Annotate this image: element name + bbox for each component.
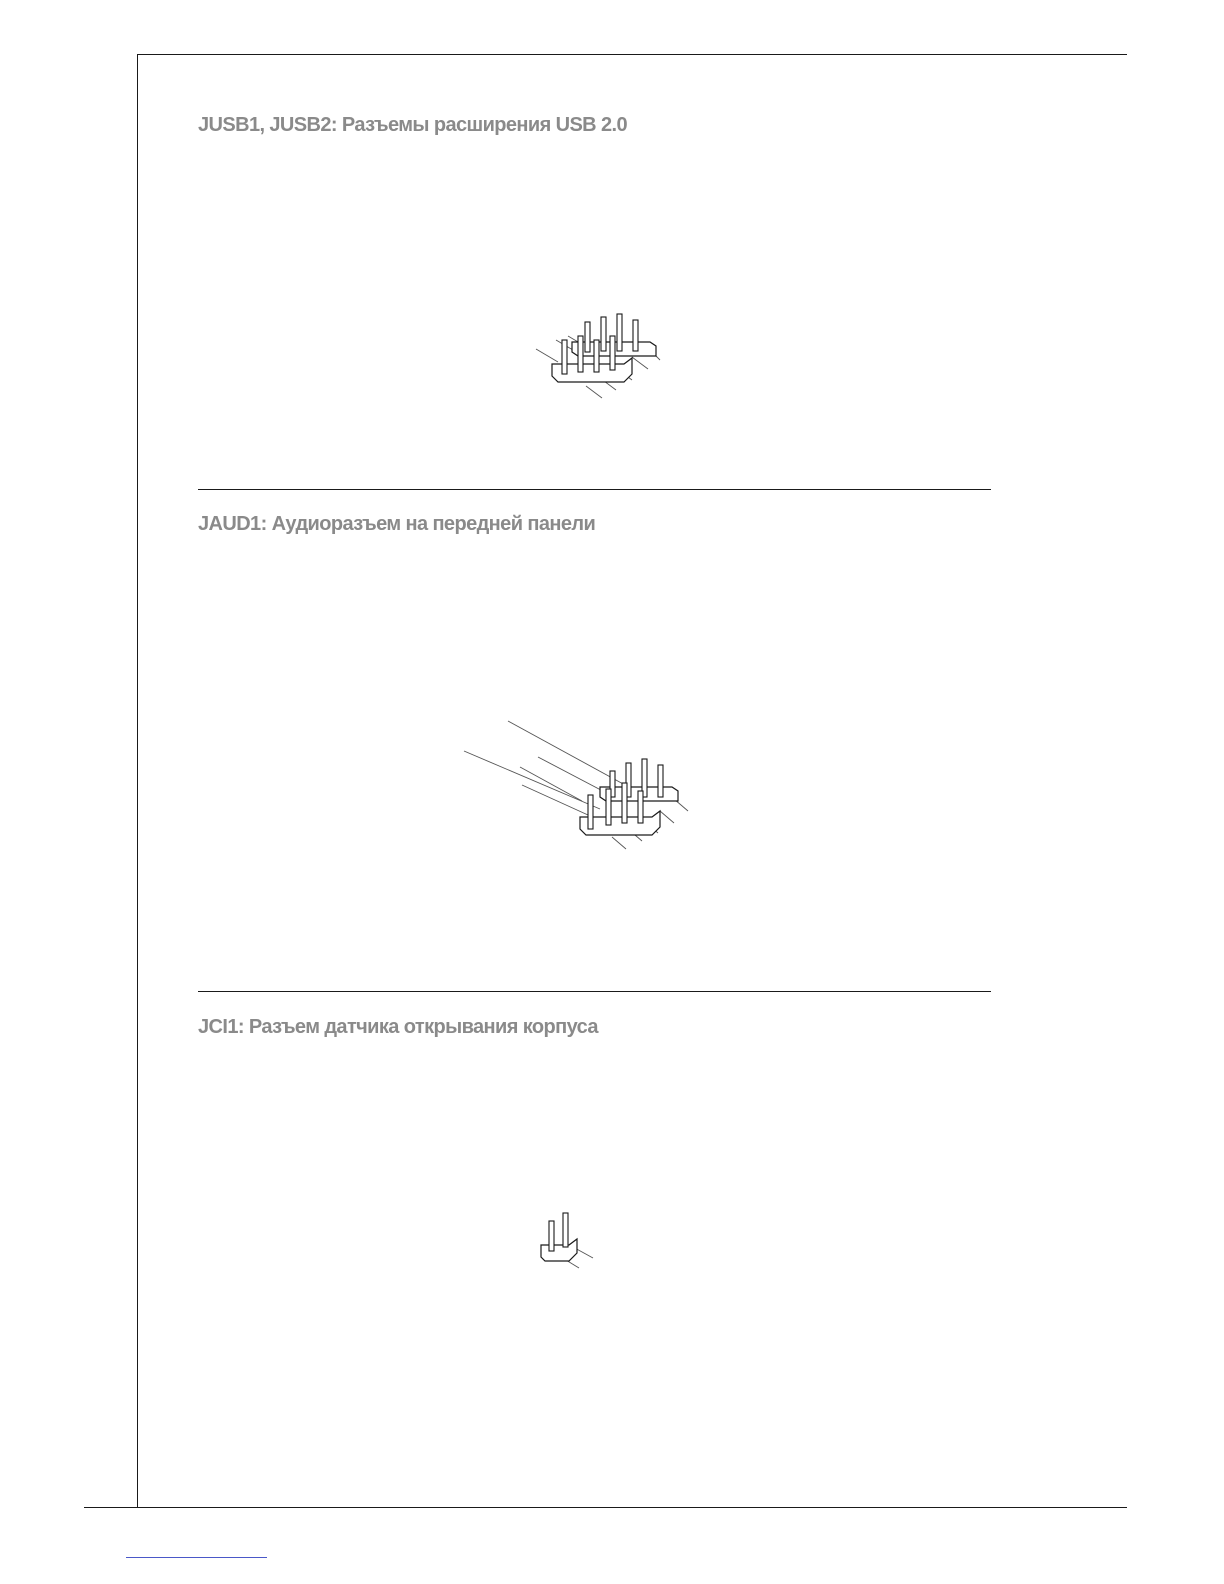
section-divider (198, 991, 991, 992)
chassis-intrusion-pin-header-diagram (535, 1205, 605, 1275)
audio-pin-header-diagram (460, 715, 700, 860)
front-panel-audio-heading: JAUD1: Аудиоразъем на передней панели (198, 513, 596, 535)
chassis-intrusion-pin-2 (563, 1213, 568, 1247)
page-frame-top-rule (137, 54, 1127, 55)
usb-pin-header-diagram (528, 302, 678, 402)
chassis-intrusion-heading: JCI1: Разъем датчика открывания корпуса (198, 1016, 598, 1038)
usb-header-heading: JUSB1, JUSB2: Разъемы расширения USB 2.0 (198, 114, 627, 136)
page-frame-left-rule (137, 54, 138, 1507)
section-divider (198, 489, 991, 490)
chassis-intrusion-pin-1 (549, 1221, 554, 1251)
page-frame-bottom-rule (84, 1507, 1127, 1508)
footer-link-underline (126, 1557, 267, 1558)
chassis-intrusion-header-body (541, 1239, 577, 1261)
